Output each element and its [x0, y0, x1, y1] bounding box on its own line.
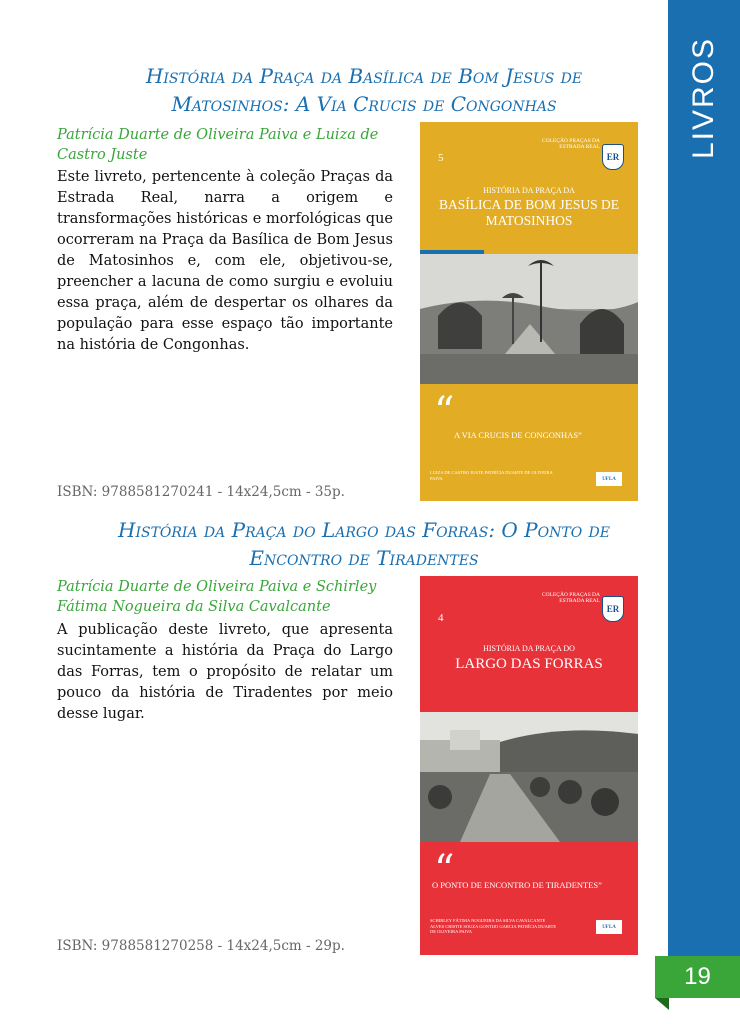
book1-description: Este livreto, pertencente à coleção Praças da Estrada Real, narra a origem e transformações históricas e morfológicas que ocorreram na Praça da Basílica de Bom Jesus de Matosinhos e, com ele, objetivou-se, preencher a lacuna de como surgiu e evoluiu essa praça, além de despertar os olhares da população para esse espaço tão importante na história de Congonhas.: [57, 169, 393, 353]
book1-authors: Patrícia Duarte de Oliveira Paiva e Luiza de Castro Juste: [57, 127, 379, 163]
book2-cover-subtitle: O PONTO DE ENCONTRO DE TIRADENTES”: [432, 880, 602, 890]
book1-cover-credits: LUIZA DE CASTRO JUSTE PATRÍCIA DUARTE DE OLIVEIRA PAIVA: [430, 470, 553, 481]
book1-cover-publisher-logo: UFLA: [596, 472, 622, 486]
book1-cover-pretitle: HISTÓRIA DA PRAÇA DA: [483, 186, 575, 195]
book2-cover-title: LARGO DAS FORRAS: [455, 656, 603, 672]
section-tab-label: LIVROS: [687, 36, 720, 160]
book2-cover-publisher-logo: UFLA: [596, 920, 622, 934]
book2-cover-seal: ER: [602, 596, 624, 622]
book2-cover-collection: COLEÇÃO PRAÇAS DA ESTRADA REAL: [541, 592, 600, 604]
book2-title-line1: História da Praça do Largo das Forras: O Ponto de: [118, 518, 610, 542]
book2-cover: [420, 576, 638, 955]
book1-cover: [420, 122, 638, 501]
book1-title: [60, 62, 668, 118]
book1-cover-photo: [420, 254, 638, 384]
book1-title-line2: Matosinhos: A Via Crucis de Congonhas: [171, 92, 557, 116]
book2-cover-credits: SCHIRLEY FÁTIMA NOGUEIRA DA SILVA CAVALCANTE ALVES CRISTIE SOUZA GONTIJO GARCIA PATRÍCIA DUARTE DE OLIVEIRA PAIVA: [430, 918, 557, 934]
book1-cover-title-line1: BASÍLICA DE BOM JESUS DE: [438, 197, 620, 212]
book1-isbn: ISBN: 9788581270241 - 14x24,5cm - 35p.: [57, 484, 345, 500]
book1-cover-subtitle: A VIA CRUCIS DE CONGONHAS”: [454, 430, 582, 440]
book1-cover-seal: ER: [602, 144, 624, 170]
book1-title-line1: História da Praça da Basílica de Bom Jesus de: [145, 64, 583, 88]
page-number-fold: [655, 998, 669, 1010]
page-number: 19: [655, 956, 740, 998]
book2-authors: Patrícia Duarte de Oliveira Paiva e Schirley Fátima Nogueira da Silva Cavalcante: [57, 579, 377, 615]
book2-description: A publicação deste livreto, que apresenta sucintamente a história da Praça do Largo das Forras, tem o propósito de relatar um pouco da história de Tiradentes por meio desse lugar.: [57, 622, 393, 722]
book1-cover-collection: COLEÇÃO PRAÇAS DA ESTRADA REAL: [541, 138, 600, 150]
section-tab: [668, 0, 740, 956]
book2-title-line2: Encontro de Tiradentes: [249, 546, 479, 570]
book2-cover-quote-mark: “: [434, 847, 455, 893]
book2-cover-pretitle: HISTÓRIA DA PRAÇA DO: [483, 644, 575, 653]
book1-cover-quote-mark: “: [434, 389, 455, 435]
book1-cover-title: [420, 197, 638, 229]
book2-cover-photo: [420, 712, 638, 842]
book1-cover-number: 5: [438, 152, 444, 164]
book2-isbn: ISBN: 9788581270258 - 14x24,5cm - 29p.: [57, 938, 345, 954]
book2-title: [60, 516, 668, 572]
book2-cover-number: 4: [438, 612, 444, 624]
book1-cover-title-line2: MATOSINHOS: [485, 213, 573, 228]
